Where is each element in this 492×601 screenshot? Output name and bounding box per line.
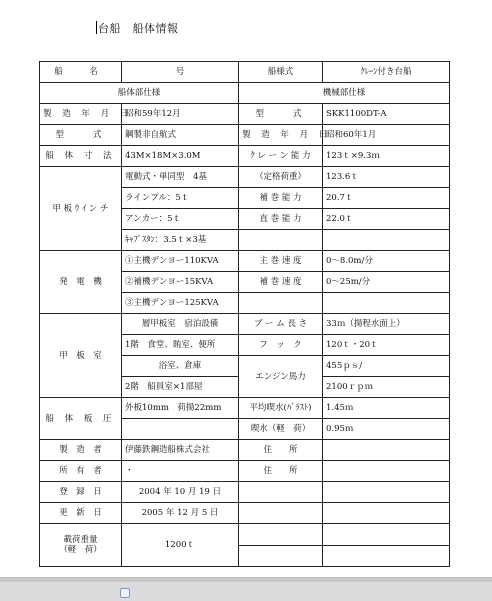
empty-cell [323,545,450,567]
load-capacity-value: 1200ｔ [122,524,239,567]
machine-spec-header: 機械部仕様 [239,83,450,104]
table-row [40,314,450,335]
owner-label: 所 有 者 [40,461,122,482]
ballast-draft-label: 平均喫水(ﾊﾞﾗｽﾄ) [239,398,323,419]
taskbar [0,577,492,601]
empty-cell [122,419,239,440]
main-hoist-speed-label: 主 巻 速 度 [239,251,323,272]
ballast-draft-value: 1.45ｍ [323,398,450,419]
winch-item: ｷｬﾌﾟｽﾀﾝ：3.5ｔ×3基 [122,230,239,251]
ship-name-label: 船 名 [40,62,122,83]
ship-type-value: ｸﾚｰﾝ付き台船 [323,62,450,83]
build-date-value: 昭和59年12月 [122,104,239,125]
model-value: SKK1100DT-A [323,104,450,125]
engine-power-value: 455ｐｓ/ [323,356,450,377]
ship-name-value: 号 [122,62,239,83]
engine-power-label: エンジン馬力 [239,356,323,398]
direct-hoist-capacity-label: 直 巻 能 力 [239,209,323,230]
owner-address-value [323,461,450,482]
winch-item: ラインプル：5ｔ [122,188,239,209]
hook-value: 120ｔ・20ｔ [323,335,450,356]
hull-plate-value: 外板10mm 荷揚22mm [122,398,239,419]
hull-dimensions-label: 船 体 寸 法 [40,146,122,167]
generator-item: ②補機デンヨー15KVA [122,272,239,293]
deck-winch-label: 甲 板 ｳ ｲ ン チ [40,167,122,251]
crane-capacity-value: 123ｔ×9.3ｍ [323,146,450,167]
horizontal-scrollbar[interactable] [0,578,492,582]
deck-house-item: 浴室、倉庫 [122,356,239,377]
load-capacity-label-line2: （軽 荷） [59,545,102,555]
table-row [40,482,450,503]
engine-rpm-value: 2100ｒｐｍ [323,377,450,398]
aux-hoist-speed-value: 0～25m/分 [323,272,450,293]
table-row [40,146,450,167]
table-row [40,524,450,546]
table-row [40,398,450,419]
empty-cell [239,293,323,314]
empty-cell [239,503,323,524]
aux-hoist-capacity-label: 補 巻 能 力 [239,188,323,209]
empty-cell [323,524,450,546]
empty-cell [239,482,323,503]
empty-cell [323,482,450,503]
aux-hoist-speed-label: 補 巻 速 度 [239,272,323,293]
build-date-label: 製 造 年 月 日 [40,104,122,125]
load-capacity-label-line1: 載荷重量 [63,535,98,545]
hull-spec-header: 船体部仕様 [40,83,239,104]
table-row [40,461,450,482]
deck-house-label: 甲 板 室 [40,314,122,398]
empty-cell [323,230,450,251]
winch-item: 電動式・単同型 4基 [122,167,239,188]
owner-address-label: 住 所 [239,461,323,482]
boom-length-label: ブ ー ム 長 さ [239,314,323,335]
rated-load-label: （定格荷重） [239,167,323,188]
machine-build-date-value: 昭和60年1月 [323,125,450,146]
window-icon[interactable] [120,588,130,598]
empty-cell [239,545,323,567]
direct-hoist-capacity-value: 22.0ｔ [323,209,450,230]
hull-type-value: 鋼製非自航式 [122,125,239,146]
load-capacity-label [40,524,122,567]
builder-address-value [323,440,450,461]
deck-house-item: 層甲板室 宿泊設備 [122,314,239,335]
empty-cell [323,503,450,524]
table-row [40,167,450,188]
text-cursor [96,21,97,34]
main-hoist-speed-value: 0～8.0m/分 [323,251,450,272]
table-row [40,62,450,83]
deck-house-item: 2階 船員室×1部屋 [122,377,239,398]
registered-date-label: 登 録 日 [40,482,122,503]
table-row [40,83,450,104]
table-row [40,104,450,125]
empty-cell [239,524,323,546]
updated-date-label: 更 新 日 [40,503,122,524]
page-title [96,20,179,36]
builder-value: 伊藤鉄鋼造船株式会社 [122,440,239,461]
builder-address-label: 住 所 [239,440,323,461]
hull-type-label: 型 式 [40,125,122,146]
table-row [40,440,450,461]
generator-item: ③主機デンヨー125KVA [122,293,239,314]
aux-hoist-capacity-value: 20.7ｔ [323,188,450,209]
crane-capacity-label: ｸ レ ー ン 能 力 [239,146,323,167]
empty-cell [239,230,323,251]
updated-date-value: 2005 年 12 月 5 日 [122,503,239,524]
winch-item: アンカー：5ｔ [122,209,239,230]
table-row [40,125,450,146]
hull-plate-label: 船 体 板 圧 [40,398,122,440]
hull-dimensions-value: 43M×18M×3.0M [122,146,239,167]
table-row [40,251,450,272]
generator-item: ①主機デンヨー110KVA [122,251,239,272]
registered-date-value: 2004 年 10 月 19 日 [122,482,239,503]
generator-label: 発 電 機 [40,251,122,314]
page-title-text: 台船 船体情報 [98,22,179,35]
ship-type-label: 船様式 [239,62,323,83]
light-draft-label: 喫水（軽 荷） [239,419,323,440]
owner-value: ・ [122,461,239,482]
machine-build-date-label: 製 造 年 月 日 [239,125,323,146]
hook-label: フ ッ ク [239,335,323,356]
spec-table [39,61,450,567]
boom-length-value: 33ｍ（揚程水面上） [323,314,450,335]
rated-load-value: 123.6ｔ [323,167,450,188]
model-label: 型 式 [239,104,323,125]
table-row [40,503,450,524]
builder-label: 製 造 者 [40,440,122,461]
empty-cell [323,293,450,314]
deck-house-item: 1階 食堂、賄室、便所 [122,335,239,356]
light-draft-value: 0.95ｍ [323,419,450,440]
